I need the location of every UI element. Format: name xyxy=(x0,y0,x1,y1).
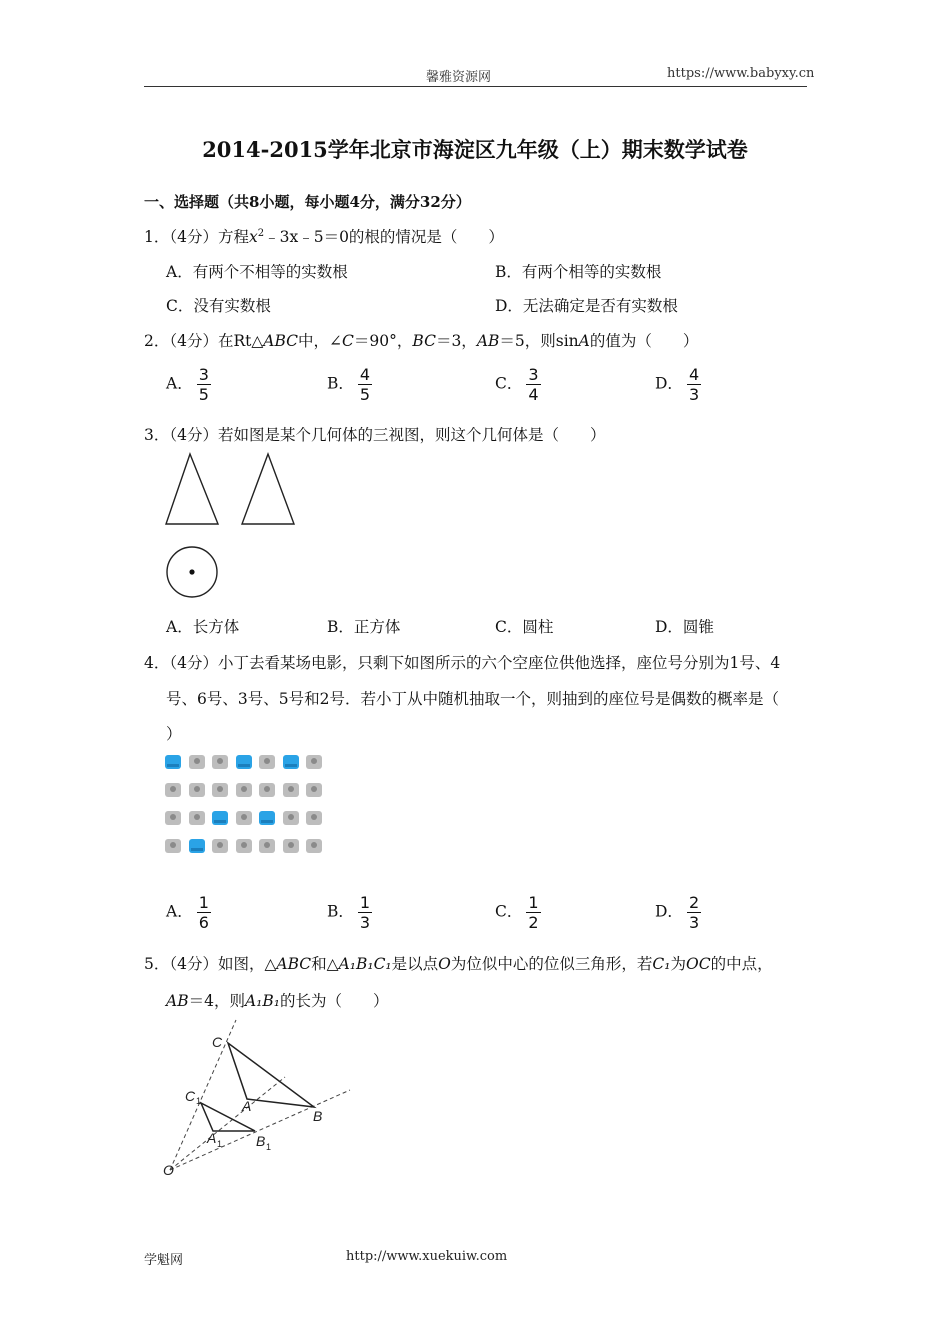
q1-option-b: B．有两个相等的实数根 xyxy=(495,263,662,281)
empty-seat xyxy=(189,839,205,853)
q2-text-4: ＝3， xyxy=(435,332,477,350)
q4-option-d: D． $\frac{2}{3}$ xyxy=(655,893,700,932)
occupied-seat xyxy=(189,783,205,797)
occupied-seat xyxy=(283,783,299,797)
occupied-seat xyxy=(236,811,252,825)
header-url[interactable]: https://www.babyxy.cn xyxy=(667,66,815,81)
q2-option-a: A． $\frac{3}{5}$ xyxy=(166,365,209,404)
q4-option-c: C． $\frac{1}{2}$ xyxy=(495,893,539,932)
question-4-line-2: 号、6号、3号、5号和2号．若小丁从中随机抽取一个，则抽到的座位号是偶数的概率是（ xyxy=(166,690,779,708)
question-3: 3．（4分）若如图是某个几何体的三视图，则这个几何体是（ ） xyxy=(144,426,606,444)
q2-a: A xyxy=(578,332,590,350)
q2-text-3: ＝90°， xyxy=(353,332,413,350)
q1-post: ﹣3x﹣5＝0的根的情况是（ ） xyxy=(264,228,504,246)
q4-option-a: A． $\frac{1}{6}$ xyxy=(166,893,209,932)
occupied-seat xyxy=(259,783,275,797)
q2-text-5: ＝5，则sin xyxy=(499,332,579,350)
label-a: A xyxy=(242,1098,252,1114)
page-title: 2014-2015学年北京市海淀区九年级（上）期末数学试卷 xyxy=(202,137,748,162)
question-5-line-2: AB＝4，则A₁B₁的长为（ ） xyxy=(166,992,389,1010)
label-o: O xyxy=(163,1162,174,1178)
q2-ab: AB xyxy=(476,332,500,350)
q2-abc: ABC xyxy=(263,332,299,350)
occupied-seat xyxy=(306,811,322,825)
label-b1-sub: 1 xyxy=(266,1142,272,1152)
label-c: C xyxy=(212,1034,223,1050)
q2-option-d: D． $\frac{4}{3}$ xyxy=(655,365,700,404)
empty-seat xyxy=(283,755,299,769)
q4-option-b: B． $\frac{1}{3}$ xyxy=(327,893,371,932)
occupied-seat xyxy=(306,783,322,797)
q2-text-1: 2．（4分）在Rt△ xyxy=(144,332,264,350)
empty-seat xyxy=(165,755,181,769)
occupied-seat xyxy=(306,755,322,769)
occupied-seat xyxy=(189,811,205,825)
occupied-seat xyxy=(189,755,205,769)
header-site: 馨雅资源网 xyxy=(426,70,492,85)
q1-pre: 1．（4分）方程 xyxy=(144,228,249,246)
label-b: B xyxy=(313,1108,323,1124)
q2-bc: BC xyxy=(412,332,436,350)
q2-text-2: 中，∠ xyxy=(298,332,343,350)
q2-text-6: 的值为（ ） xyxy=(589,332,699,350)
label-c1: C xyxy=(185,1088,196,1104)
homothety-figure xyxy=(150,1015,370,1190)
q1-option-d: D．无法确定是否有实数根 xyxy=(495,297,678,315)
label-c1-sub: 1 xyxy=(196,1096,202,1106)
empty-seat xyxy=(259,811,275,825)
front-view-triangle xyxy=(166,454,218,524)
seat-grid xyxy=(165,755,335,860)
q3-option-d: D．圆锥 xyxy=(655,618,714,636)
occupied-seat xyxy=(236,783,252,797)
q1-option-a: A．有两个不相等的实数根 xyxy=(166,263,348,281)
q3-option-c: C．圆柱 xyxy=(495,618,554,636)
ray-oc xyxy=(170,1020,236,1170)
occupied-seat xyxy=(165,839,181,853)
triangle-abc xyxy=(228,1043,314,1107)
footer-site: 学魁网 xyxy=(144,1253,184,1268)
q3-option-b: B．正方体 xyxy=(327,618,401,636)
occupied-seat xyxy=(212,839,228,853)
empty-seat xyxy=(212,811,228,825)
occupied-seat xyxy=(306,839,322,853)
q1-exp: 2 xyxy=(257,227,265,239)
empty-seat xyxy=(236,755,252,769)
three-view-figure xyxy=(160,448,310,598)
side-view-triangle xyxy=(242,454,294,524)
label-a1: A xyxy=(207,1130,217,1146)
occupied-seat xyxy=(165,783,181,797)
occupied-seat xyxy=(236,839,252,853)
section-heading: 一、选择题（共8小题，每小题4分，满分32分） xyxy=(144,193,471,211)
q1-var: x xyxy=(248,228,258,246)
q2-option-b: B． $\frac{4}{5}$ xyxy=(327,365,371,404)
label-a1-sub: 1 xyxy=(217,1139,223,1149)
occupied-seat xyxy=(165,811,181,825)
occupied-seat xyxy=(283,811,299,825)
occupied-seat xyxy=(212,755,228,769)
occupied-seat xyxy=(212,783,228,797)
q1-option-c: C．没有实数根 xyxy=(166,297,271,315)
question-4-line-3: ） xyxy=(166,725,182,743)
question-2 xyxy=(144,329,698,351)
question-4-line-1: 4．（4分）小丁去看某场电影，只剩下如图所示的六个空座位供他选择，座位号分别为1号、4 xyxy=(144,654,781,672)
label-b1: B xyxy=(256,1133,266,1149)
occupied-seat xyxy=(259,755,275,769)
q2-option-c: C． $\frac{3}{4}$ xyxy=(495,365,539,404)
question-5-line-1: 5．（4分）如图，△ABC和△A₁B₁C₁是以点O为位似中心的位似三角形，若C₁为OC的中点， xyxy=(144,955,773,973)
header-rule xyxy=(144,86,807,87)
q3-option-a: A．长方体 xyxy=(166,618,240,636)
occupied-seat xyxy=(283,839,299,853)
footer-url[interactable]: http://www.xuekuiw.com xyxy=(346,1249,508,1264)
question-1 xyxy=(144,225,504,247)
q2-c: C xyxy=(342,332,354,350)
top-view-center-dot xyxy=(189,569,194,574)
occupied-seat xyxy=(259,839,275,853)
